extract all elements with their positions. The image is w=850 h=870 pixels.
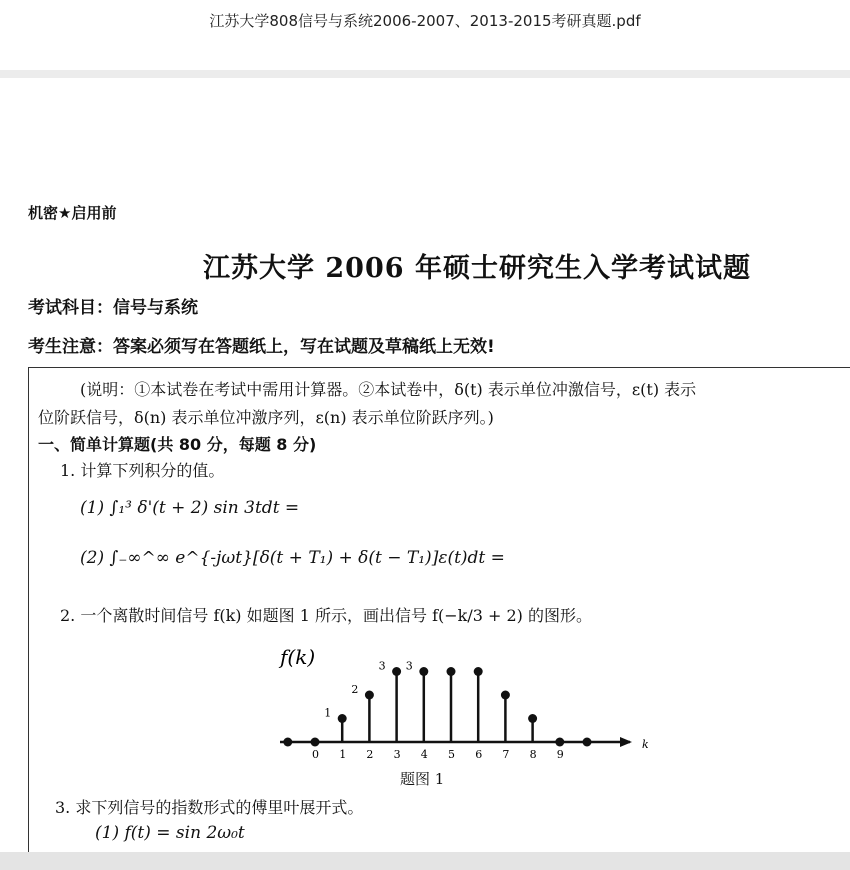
x-tick-label: 8	[529, 748, 537, 761]
stem-point	[365, 691, 374, 700]
exam-title: 江苏大学 2006 年硕士研究生入学考试试题	[203, 253, 751, 284]
question-3-part-1: (1) f(t) = sin 2ω₀t	[95, 823, 245, 843]
x-tick-label: 6	[475, 748, 483, 761]
figure-caption: 题图 1	[400, 770, 445, 788]
pdf-page	[0, 78, 850, 853]
x-axis-label: k	[642, 738, 649, 751]
point-value-label: 3	[378, 659, 386, 673]
stem-point	[474, 667, 483, 676]
document-title: 江苏大学808信号与系统2006-2007、2013-2015考研真题.pdf	[209, 12, 641, 30]
stem-point	[419, 667, 428, 676]
x-tick-label: 9	[556, 748, 564, 761]
stem-point	[528, 714, 537, 723]
x-axis-arrow	[620, 737, 632, 747]
chart-title: f(k)	[280, 645, 316, 669]
x-tick-label: 7	[502, 748, 510, 761]
stem-point	[583, 738, 592, 747]
x-tick-label: 5	[448, 748, 455, 761]
stem-point	[447, 667, 456, 676]
viewer-footer-band	[0, 852, 850, 870]
point-value-label: 2	[351, 683, 359, 696]
exam-notice: 考生注意：答案必须写在答题纸上，写在试题及草稿纸上无效!	[28, 337, 495, 357]
page-separator	[0, 70, 850, 78]
stem-point	[311, 738, 320, 747]
secret-label: 机密★启用前	[28, 204, 117, 222]
x-tick-label: 0	[312, 748, 319, 761]
x-tick-label: 3	[393, 748, 401, 761]
x-tick-label: 2	[366, 748, 374, 761]
exam-subject: 考试科目：信号与系统	[28, 298, 198, 318]
question-3: 3. 求下列信号的指数形式的傅里叶展开式。	[55, 798, 364, 817]
question-1-part-1: (1) ∫₁³ δ'(t + 2) sin 3tdt =	[80, 498, 300, 518]
stem-point	[501, 691, 510, 700]
question-1-part-2: (2) ∫₋∞^∞ e^{-jωt}[δ(t + T₁) + δ(t − T₁)]ε(t)dt =	[80, 548, 505, 568]
note-line-2: 位阶跃信号，δ(n) 表示单位冲激序列，ε(n) 表示单位阶跃序列。)	[38, 408, 494, 427]
viewer-header	[0, 0, 850, 70]
point-value-label: 1	[324, 706, 332, 720]
note-line-1: (说明：①本试卷在考试中需用计算器。②本试卷中，δ(t) 表示单位冲激信号，ε(t) 表示	[80, 380, 697, 399]
section-1-heading: 一、简单计算题(共 80 分，每题 8 分)	[38, 435, 317, 454]
x-tick-label: 4	[420, 748, 428, 761]
stem-point	[555, 738, 564, 747]
stem-point	[283, 738, 292, 747]
stem-point	[392, 667, 401, 676]
stem-point	[338, 714, 347, 723]
point-value-label: 3	[405, 659, 413, 673]
question-2: 2. 一个离散时间信号 f(k) 如题图 1 所示，画出信号 f(−k/3 + 2) 的图形。	[60, 606, 592, 625]
x-tick-label: 1	[339, 748, 347, 761]
stem-plot-figure	[270, 638, 670, 778]
question-1: 1. 计算下列积分的值。	[60, 461, 225, 480]
